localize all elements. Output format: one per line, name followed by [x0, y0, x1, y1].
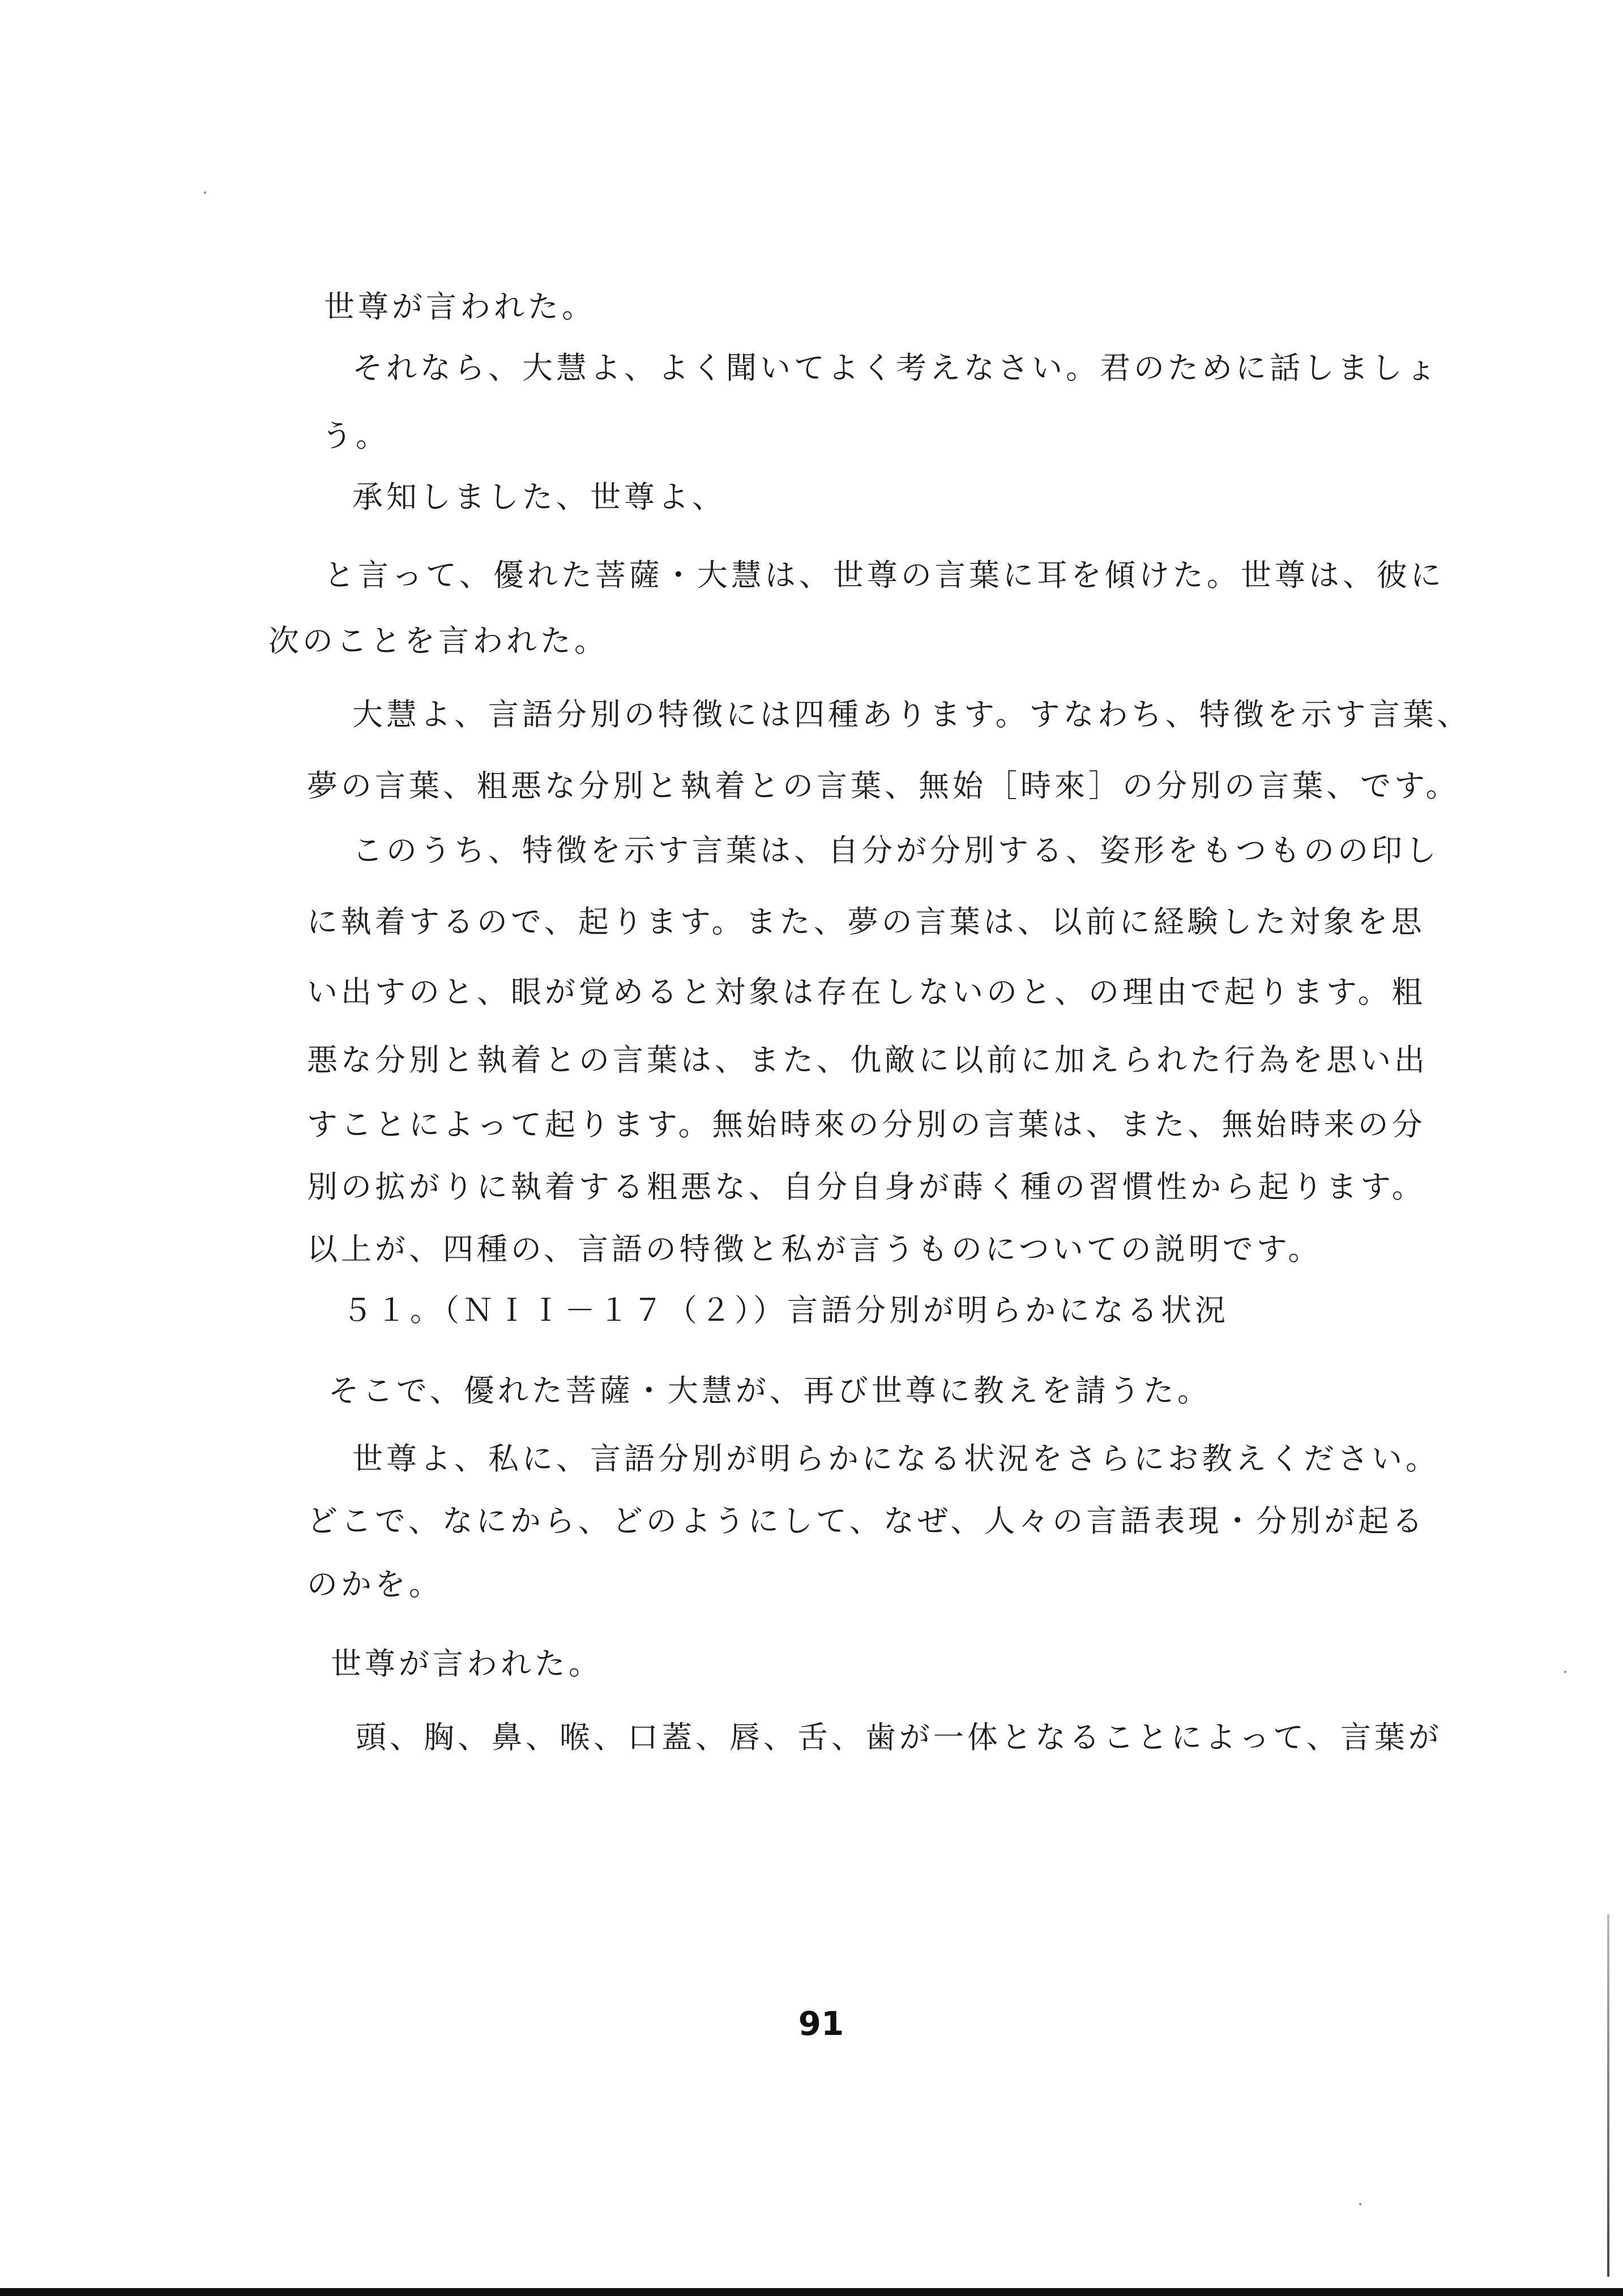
scan-speck: [204, 191, 206, 194]
text-line: 頭、胸、鼻、喉、口蓋、唇、舌、歯が一体となることによって、言葉が: [356, 1719, 1442, 1755]
text-line: どこで、なにから、どのようにして、なぜ、人々の言語表現・分別が起る: [307, 1503, 1426, 1539]
text-line: 次のことを言われた。: [268, 623, 608, 659]
text-line: 夢の言葉、粗悪な分別と執着との言葉、無始［時來］の分別の言葉、です。: [307, 768, 1460, 804]
page-number: 91: [798, 2004, 844, 2043]
text-line: 別の拡がりに執着する粗悪な、自分自身が蒔く種の習慣性から起ります。: [307, 1169, 1426, 1205]
section-heading: ５１。（ＮＩＩ－１７（２））言語分別が明らかになる状況: [342, 1292, 1229, 1328]
text-line: に執着するので、起ります。また、夢の言葉は、以前に経験した対象を思: [307, 904, 1425, 940]
text-line: と言って、優れた菩薩・大慧は、世尊の言葉に耳を傾けた。世尊は、彼に: [324, 557, 1445, 593]
text-line: それなら、大慧よ、よく聞いてよく考えなさい。君のために話しましょ: [352, 350, 1440, 386]
scan-edge-shadow: [1607, 1914, 1609, 2277]
text-line: すことによって起ります。無始時來の分別の言葉は、また、無始時来の分: [307, 1107, 1426, 1142]
text-line: のかを。: [307, 1567, 443, 1602]
scan-bottom-border: [0, 2288, 1623, 2296]
text-line: う。: [322, 418, 390, 454]
text-line: 世尊よ、私に、言語分別が明らかになる状況をさらにお教えください。: [352, 1441, 1440, 1476]
text-line: 世尊が言われた。: [331, 1646, 603, 1682]
text-line: 以上が、四種の、言語の特徴と私が言うものについての説明です。: [307, 1231, 1322, 1267]
text-line: そこで、優れた菩薩・大慧が、再び世尊に教えを請うた。: [328, 1373, 1211, 1409]
text-line: 世尊が言われた。: [324, 289, 596, 325]
scan-speck: [1359, 2203, 1361, 2205]
scan-speck: [1564, 1671, 1566, 1673]
text-line: 承知しました、世尊よ、: [352, 479, 726, 515]
text-line: 悪な分別と執着との言葉は、また、仇敵に以前に加えられた行為を思い出: [307, 1042, 1428, 1078]
text-line: このうち、特徴を示す言葉は、自分が分別する、姿形をもつものの印し: [352, 833, 1440, 868]
text-line: 大慧よ、言語分別の特徴には四種あります。すなわち、特徴を示す言葉、: [352, 697, 1471, 732]
text-line: い出すのと、眼が覚めると対象は存在しないのと、の理由で起ります。粗: [307, 974, 1426, 1010]
